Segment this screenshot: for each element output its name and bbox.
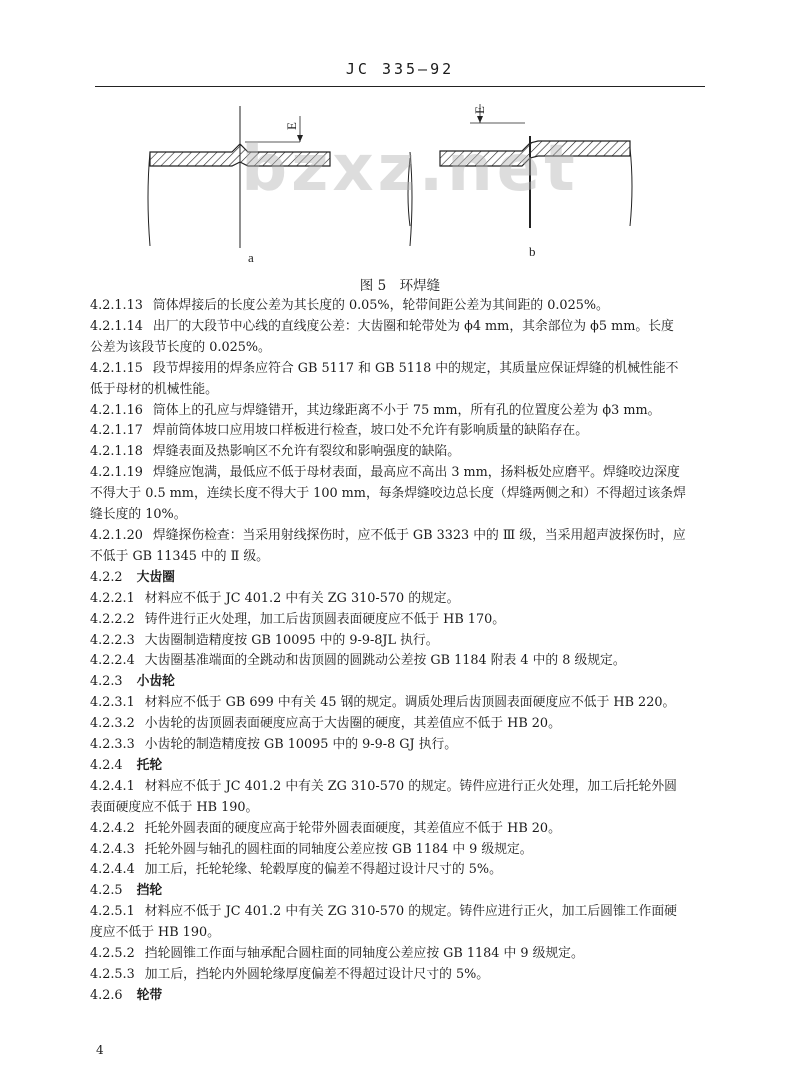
clause-paragraph: [90, 944, 720, 965]
clause-number: 4.2.3: [90, 674, 123, 690]
clause-paragraph: [90, 714, 720, 735]
clause-paragraph: [90, 442, 720, 463]
clause-number: 4.2.1.18: [90, 444, 143, 460]
section-heading: [90, 672, 720, 693]
clause-text: 段节焊接用的焊条应符合 GB 5117 和 GB 5118 中的规定，其质量应保证焊缝的机械性能不: [152, 360, 679, 376]
clause-paragraph: [90, 965, 720, 986]
clause-paragraph: [90, 401, 720, 422]
clause-text: 材料应不低于 JC 401.2 中有关 ZG 310-570 的规定。铸件应进行正火，加工后圆锥工作面硬: [144, 904, 677, 920]
clause-number: 4.2.2: [90, 569, 123, 585]
document-body: [90, 296, 720, 1007]
clause-paragraph: [90, 589, 720, 610]
clause-number: 4.2.4: [90, 757, 123, 773]
header-rule: [95, 86, 705, 87]
clause-number: 4.2.1.20: [90, 527, 143, 543]
clause-text-continuation: 度应不低于 HB 190。: [90, 925, 220, 941]
section-heading-text: 轮带: [136, 987, 163, 1003]
clause-text: 挡轮圆锥工作面与轴承配合圆柱面的同轴度公差应按 GB 1184 中 9 级规定。: [144, 946, 584, 962]
clause-number: 4.2.5.3: [90, 967, 135, 982]
clause-text-continuation: 不低于 GB 11345 中的 Ⅱ 级。: [90, 548, 269, 564]
clause-number: 4.2.4.3: [90, 841, 135, 857]
clause-number: 4.2.1.17: [90, 423, 143, 439]
clause-paragraph: [90, 651, 720, 672]
clause-paragraph: [90, 610, 720, 631]
clause-text: 筒体焊接后的长度公差为其长度的 0.05%，轮带间距公差为其间距的 0.025%。: [152, 298, 609, 313]
clause-paragraph: [90, 735, 720, 756]
section-heading-text: 挡轮: [136, 883, 163, 899]
clause-number: 4.2.5.2: [90, 946, 135, 962]
clause-number: 4.2.1.13: [90, 298, 143, 313]
clause-text: 铸件进行正火处理，加工后齿顶圆表面硬度应不低于 HB 170。: [144, 611, 506, 627]
clause-text: 筒体上的孔应与焊缝错开，其边缘距离不小于 75 mm，所有孔的位置度公差为 ϕ3 mm。: [152, 402, 661, 418]
clause-paragraph: [90, 421, 720, 442]
figure-caption: 图 5 环焊缝: [359, 278, 441, 294]
clause-paragraph: [90, 526, 720, 568]
clause-number: 4.2.3.2: [90, 716, 135, 732]
clause-text: 大齿圈制造精度按 GB 10095 中的 9-9-8JL 执行。: [144, 632, 439, 648]
clause-text-continuation: 缝长度的 10%。: [90, 507, 187, 523]
clause-text: 材料应不低于 GB 699 中有关 45 钢的规定。调质处理后齿顶圆表面硬度应不低于 HB 220。: [144, 695, 676, 711]
clause-text: 材料应不低于 JC 401.2 中有关 ZG 310-570 的规定。铸件应进行正火处理，加工后托轮外圆: [144, 778, 677, 794]
section-heading: [90, 568, 720, 589]
clause-paragraph: [90, 631, 720, 652]
clause-number: 4.2.3.1: [90, 695, 135, 711]
clause-paragraph: [90, 860, 720, 881]
watermark-text: bzxz.net: [241, 132, 579, 206]
clause-number: 4.2.3.3: [90, 737, 135, 753]
clause-number: 4.2.4.4: [90, 862, 135, 878]
dim-label-b: E: [472, 106, 487, 114]
clause-number: 4.2.1.14: [90, 318, 143, 334]
clause-paragraph: [90, 693, 720, 714]
clause-text-continuation: 公差为该段节长度的 0.025%。: [90, 339, 271, 355]
clause-text: 加工后，挡轮内外圆轮缘厚度偏差不得超过设计尺寸的 5%。: [144, 967, 490, 982]
clause-number: 4.2.5.1: [90, 904, 135, 920]
page-header-code: JC 335—92: [345, 60, 455, 78]
clause-number: 4.2.2.3: [90, 632, 135, 648]
section-heading-text: 小齿轮: [136, 674, 175, 690]
section-heading: [90, 756, 720, 777]
clause-text: 加工后，托轮轮缘、轮毂厚度的偏差不得超过设计尺寸的 5%。: [144, 862, 502, 878]
clause-number: 4.2.4.2: [90, 820, 135, 836]
clause-paragraph: [90, 902, 720, 944]
clause-text: 托轮外圆与轴孔的圆柱面的同轴度公差应按 GB 1184 中 9 级规定。: [144, 841, 533, 857]
clause-number: 4.2.2.4: [90, 653, 135, 669]
clause-number: 4.2.1.16: [90, 402, 143, 418]
page-number: 4: [96, 1043, 104, 1057]
clause-paragraph: [90, 359, 720, 401]
section-heading-text: 托轮: [136, 757, 163, 773]
section-heading: [90, 986, 720, 1007]
clause-number: 4.2.2.1: [90, 590, 135, 606]
dim-label-a: E: [284, 122, 299, 130]
figure-label-a: a: [248, 250, 254, 265]
clause-number: 4.2.4.1: [90, 778, 135, 794]
clause-text: 材料应不低于 JC 401.2 中有关 ZG 310-570 的规定。: [144, 590, 460, 606]
clause-text: 大齿圈基准端面的全跳动和齿顶圆的圆跳动公差按 GB 1184 附表 4 中的 8 级规定。: [144, 653, 626, 669]
section-heading-text: 大齿圈: [136, 569, 175, 585]
clause-number: 4.2.2.2: [90, 611, 135, 627]
section-heading: [90, 881, 720, 902]
clause-text: 小齿轮的齿顶圆表面硬度应高于大齿圈的硬度，其差值应不低于 HB 20。: [144, 716, 561, 732]
clause-paragraph: [90, 296, 720, 317]
clause-text: 焊缝表面及热影响区不允许有裂纹和影响强度的缺陷。: [152, 444, 461, 460]
clause-text-continuation: 表面硬度应不低于 HB 190。: [90, 799, 259, 815]
clause-text: 小齿轮的制造精度按 GB 10095 中的 9-9-8 GJ 执行。: [144, 737, 458, 753]
clause-text-continuation: 不得大于 0.5 mm，连续长度不得大于 100 mm，每条焊缝咬边总长度（焊缝两侧之和）不得超过该条焊: [90, 486, 686, 502]
clause-paragraph: [90, 840, 720, 861]
clause-paragraph: [90, 463, 720, 526]
clause-paragraph: [90, 777, 720, 819]
clause-paragraph: [90, 819, 720, 840]
clause-number: 4.2.1.19: [90, 465, 143, 481]
clause-text: 出厂的大段节中心线的直线度公差：大齿圈和轮带处为 ϕ4 mm，其余部位为 ϕ5 mm。长度: [152, 318, 674, 334]
clause-text: 焊缝应饱满，最低应不低于母材表面，最高应不高出 3 mm，扬料板处应磨平。焊缝咬边深度: [152, 465, 680, 481]
clause-text: 焊前筒体坡口应用坡口样板进行检查，坡口处不允许有影响质量的缺陷存在。: [152, 423, 589, 439]
clause-text: 托轮外圆表面的硬度应高于轮带外圆表面硬度，其差值应不低于 HB 20。: [144, 820, 561, 836]
clause-text-continuation: 低于母材的机械性能。: [90, 381, 218, 397]
clause-paragraph: [90, 317, 720, 359]
clause-number: 4.2.1.15: [90, 360, 143, 376]
figure-label-b: b: [529, 244, 536, 259]
clause-number: 4.2.5: [90, 883, 123, 899]
clause-number: 4.2.6: [90, 987, 123, 1003]
clause-text: 焊缝探伤检查：当采用射线探伤时，应不低于 GB 3323 中的 Ⅲ 级，当采用超声波探伤时，应: [152, 527, 686, 543]
